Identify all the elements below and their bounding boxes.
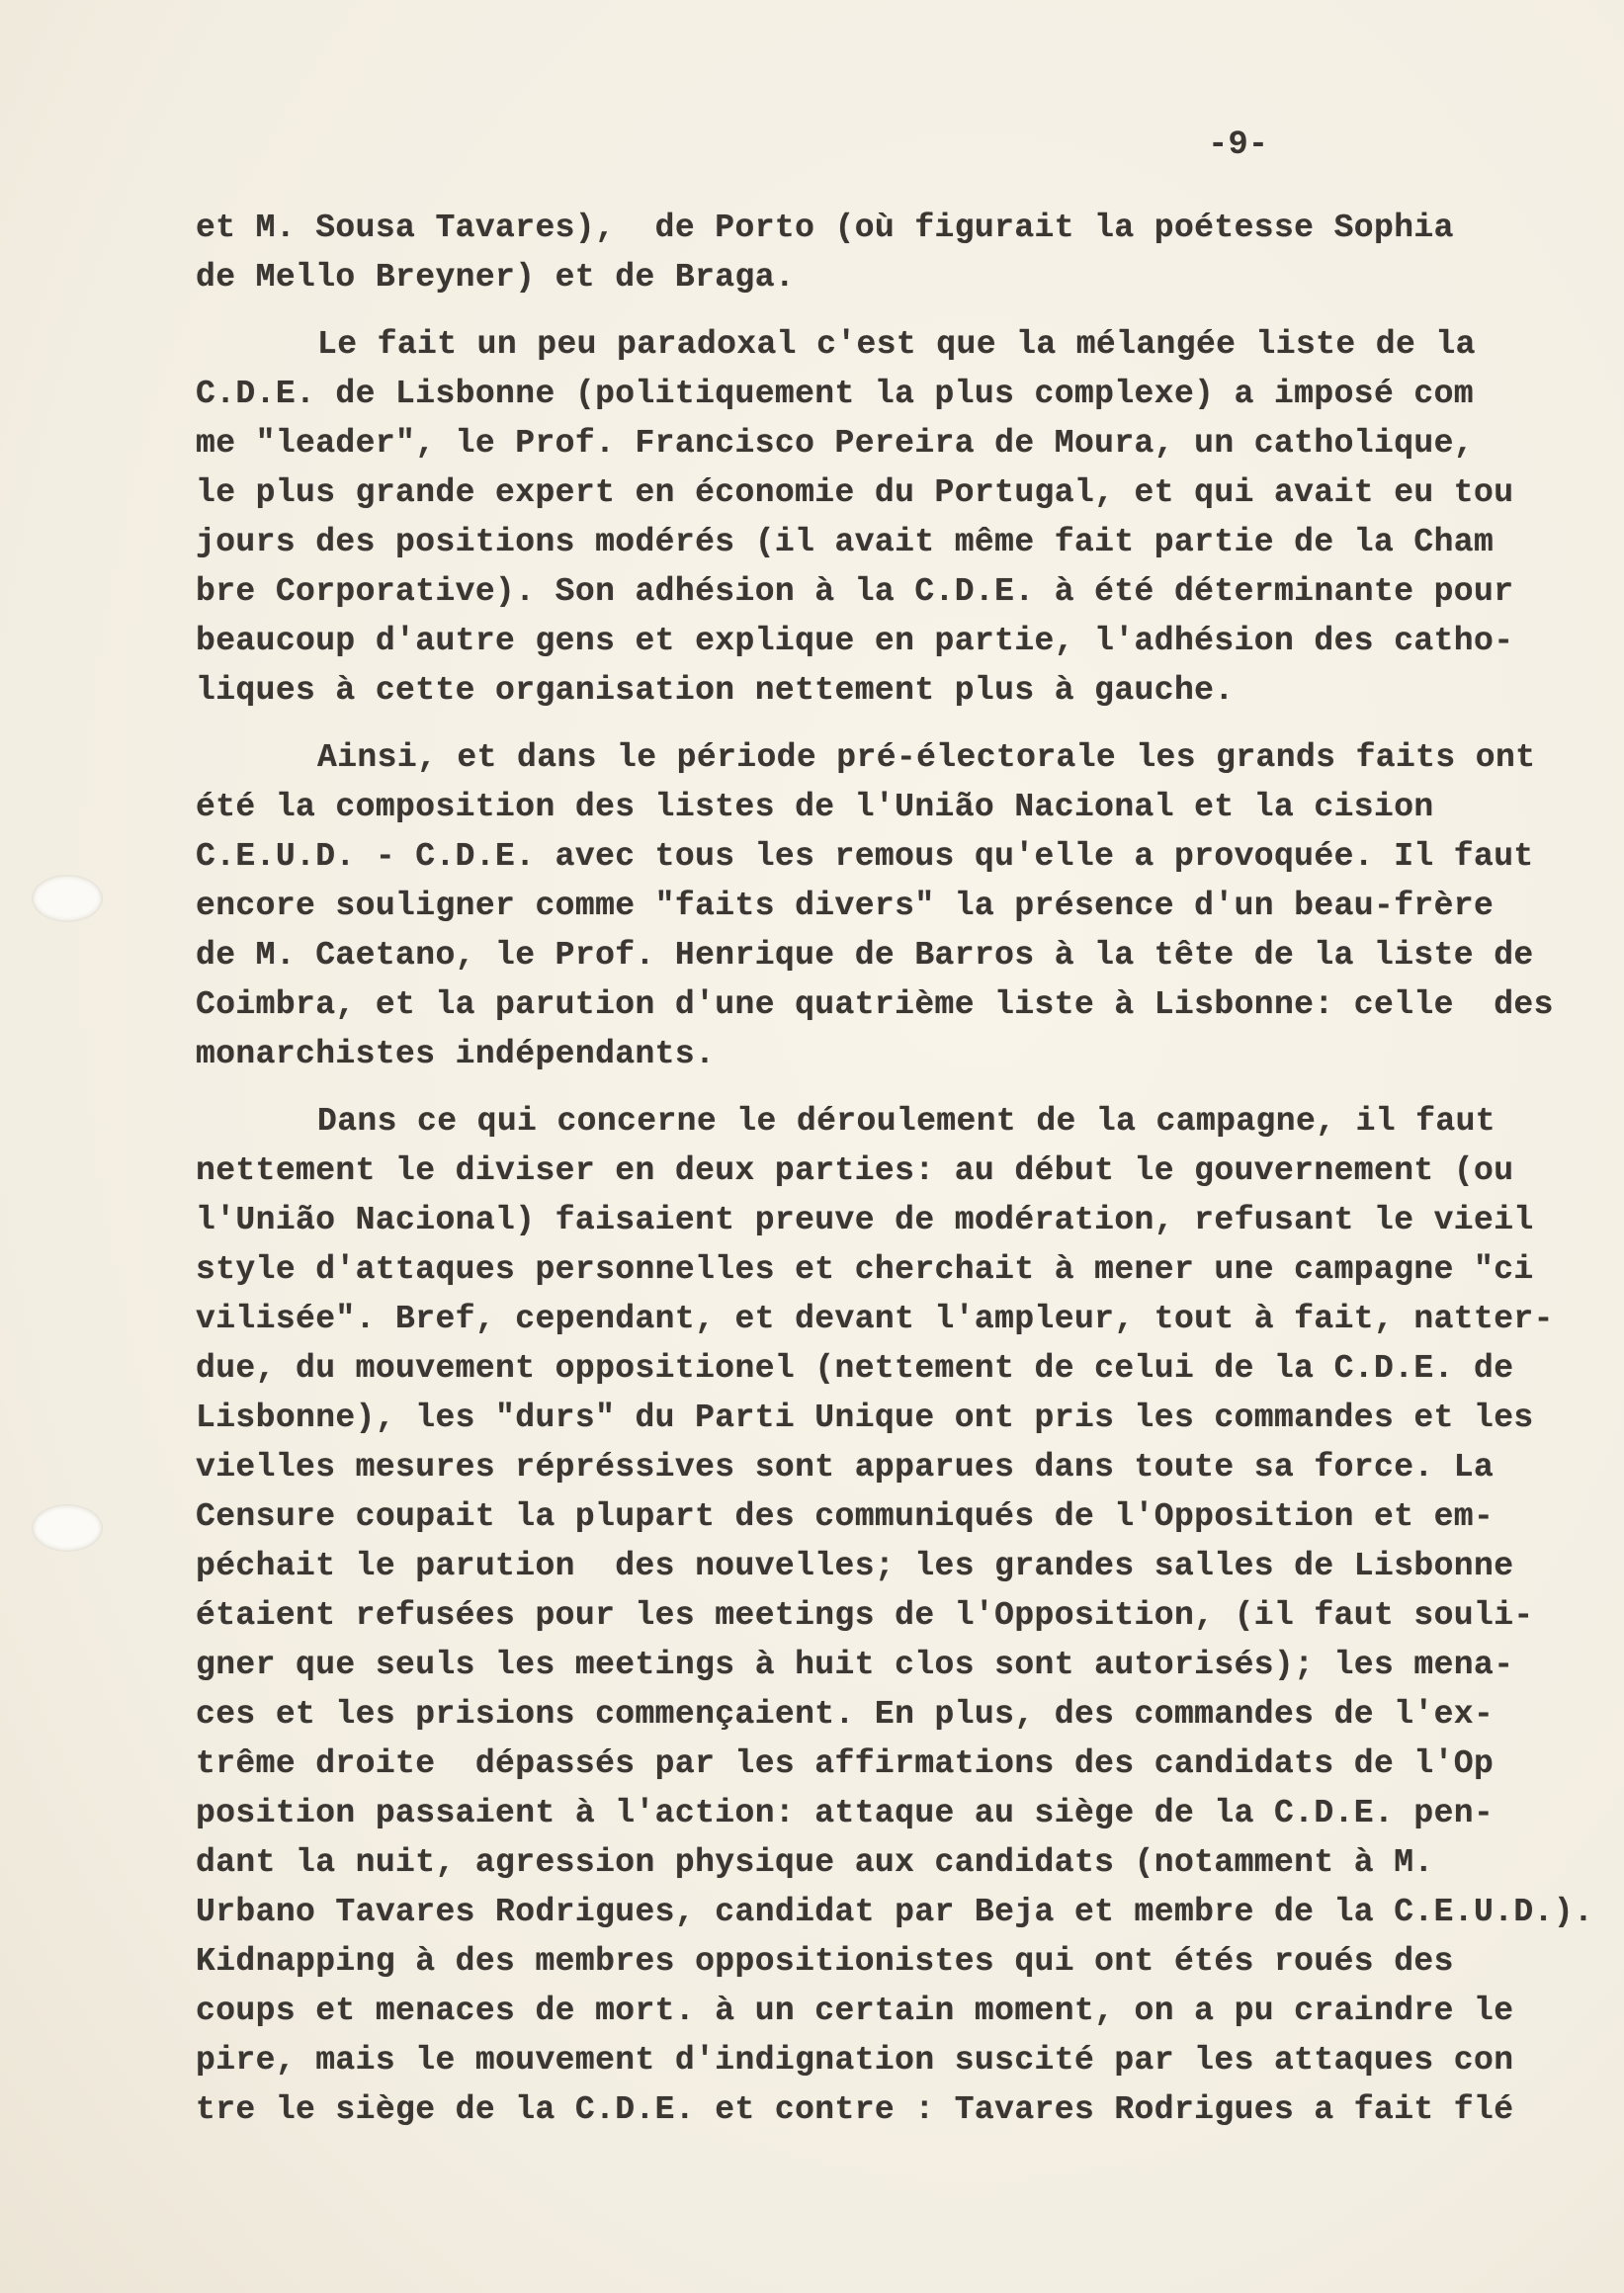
text-line: style d'attaques personnelles et cherchait à mener une campagne "ci [196,1251,1534,1288]
text-line: étaient refusées pour les meetings de l'Opposition, (il faut souli- [196,1597,1534,1634]
text-line: Ainsi, et dans le période pré-électorale les grands faits ont [317,739,1536,776]
text-line: Coimbra, et la parution d'une quatrième liste à Lisbonne: celle des [196,986,1554,1023]
text-line: liques à cette organisation nettement plus à gauche. [196,672,1235,709]
paragraph [196,204,1580,302]
text-line: coups et menaces de mort. à un certain moment, on a pu craindre le [196,1993,1514,2029]
text-line: nettement le diviser en deux parties: au début le gouvernement (ou [196,1152,1514,1189]
page-number: -9- [1208,127,1269,164]
paragraph [196,733,1580,1079]
paragraph [196,320,1580,716]
text-line: C.D.E. de Lisbonne (politiquement la plus complexe) a imposé com [196,376,1475,412]
text-line: position passaient à l'action: attaque au siège de la C.D.E. pen- [196,1795,1495,1831]
text-line: C.E.U.D. - C.D.E. avec tous les remous qu'elle a provoquée. Il faut [196,838,1534,875]
text-line: vilisée". Bref, cependant, et devant l'ampleur, tout à fait, natter- [196,1301,1554,1337]
text-line: encore souligner comme "faits divers" la présence d'un beau-frère [196,888,1495,924]
text-line: péchait le parution des nouvelles; les grandes salles de Lisbonne [196,1548,1514,1584]
text-line: gner que seuls les meetings à huit clos sont autorisés); les mena- [196,1647,1514,1683]
text-line: l'União Nacional) faisaient preuve de modération, refusant le vieil [196,1202,1534,1238]
text-line: dant la nuit, agression physique aux candidats (notamment à M. [196,1844,1434,1881]
text-line: et M. Sousa Tavares), de Porto (où figurait la poétesse Sophia [196,210,1454,246]
text-line: bre Corporative). Son adhésion à la C.D.E. à été déterminante pour [196,573,1514,610]
text-line: monarchistes indépendants. [196,1036,716,1072]
punch-hole [32,1504,103,1552]
text-line: pire, mais le mouvement d'indignation suscité par les attaques con [196,2042,1514,2079]
text-line: due, du mouvement oppositionel (nettement de celui de la C.D.E. de [196,1350,1514,1387]
text-line: de Mello Breyner) et de Braga. [196,259,796,296]
text-line: de M. Caetano, le Prof. Henrique de Barros à la tête de la liste de [196,937,1534,974]
text-line: Censure coupait la plupart des communiqués de l'Opposition et em- [196,1498,1495,1535]
text-line: beaucoup d'autre gens et explique en partie, l'adhésion des catho- [196,623,1514,659]
text-line: Dans ce qui concerne le déroulement de la campagne, il faut [317,1103,1496,1140]
text-line: Le fait un peu paradoxal c'est que la mélangée liste de la [317,326,1476,363]
text-line: jours des positions modérés (il avait même fait partie de la Cham [196,524,1495,560]
text-line: le plus grande expert en économie du Portugal, et qui avait eu tou [196,474,1514,511]
text-line: trême droite dépassés par les affirmations des candidats de l'Op [196,1745,1495,1782]
document-body [196,204,1594,2153]
text-line: Kidnapping à des membres oppositionistes qui ont étés roués des [196,1943,1454,1980]
text-line: vielles mesures répréssives sont apparues dans toute sa force. La [196,1449,1495,1486]
punch-hole [32,875,103,922]
text-line: été la composition des listes de l'União Nacional et la cision [196,789,1434,825]
text-line: Urbano Tavares Rodrigues, candidat par Beja et membre de la C.E.U.D.). [196,1894,1594,1930]
text-line: ces et les prisions commençaient. En plus, des commandes de l'ex- [196,1696,1495,1733]
text-line: Lisbonne), les "durs" du Parti Unique ont pris les commandes et les [196,1400,1534,1436]
paragraph [196,1097,1594,2135]
text-line: tre le siège de la C.D.E. et contre : Tavares Rodrigues a fait flé [196,2091,1514,2128]
text-line: me "leader", le Prof. Francisco Pereira de Moura, un catholique, [196,425,1475,462]
